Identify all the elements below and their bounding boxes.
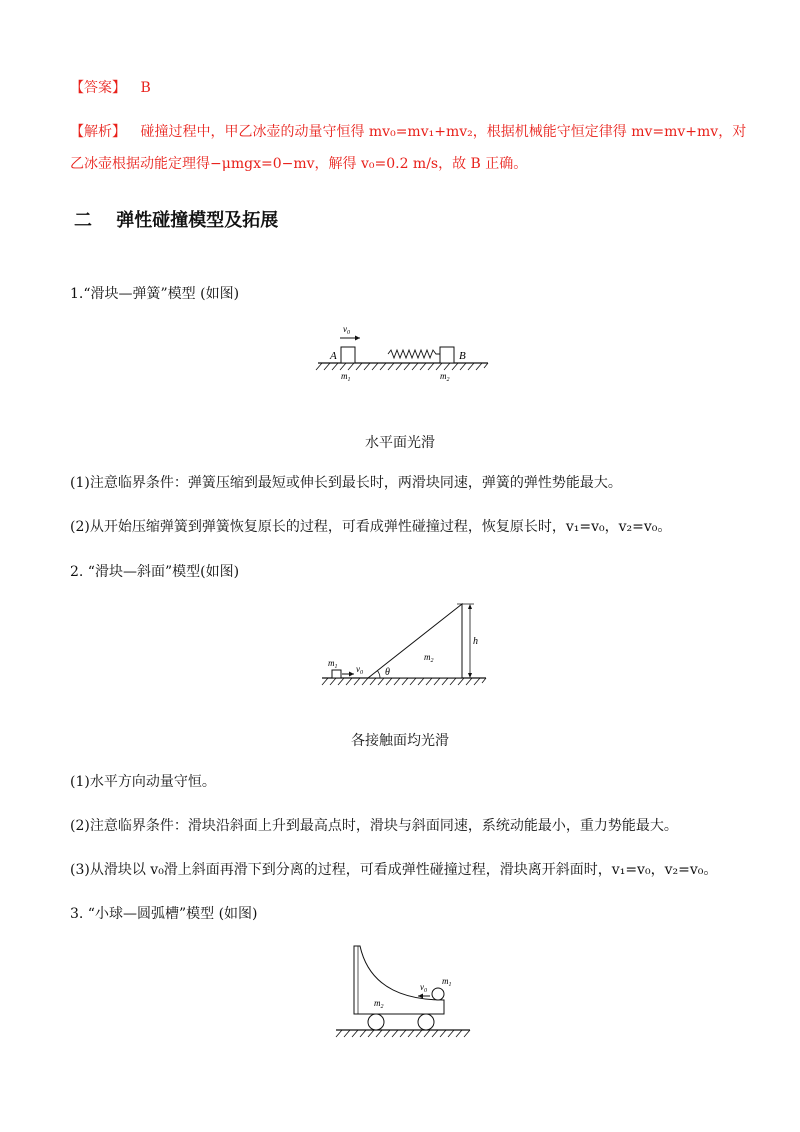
m1-label: $m_1$ [442, 976, 452, 988]
model1-point-2: (2)从开始压缩弹簧到弹簧恢复原长的过程，可看成弹性碰撞过程，恢复原长时，v₁=v₀，v₂=v₀。 [70, 519, 672, 535]
v0-label: $v_0$ [343, 324, 350, 336]
model2-point-2: (2)注意临界条件：滑块沿斜面上升到最高点时，滑块与斜面同速，系统动能最小，重力势能最大。 [70, 818, 678, 834]
analysis-label: 【解析】 [70, 124, 126, 140]
m2-label: $m_2$ [440, 371, 450, 383]
m2-label: $m_2$ [424, 652, 434, 664]
height-arrow-bottom [468, 673, 472, 678]
analysis-text-2: 乙冰壶根据动能定理得−μmgx=0−mv，解得 v₀=0.2 m/s，故 B 正确。 [70, 156, 528, 172]
m1-label: $m_1$ [328, 658, 338, 670]
answer-value: B [140, 80, 151, 96]
wheel-left [368, 1014, 384, 1030]
model2-point-1: (1)水平方向动量守恒。 [70, 774, 216, 790]
analysis-line-1 [70, 122, 746, 142]
v0-label: $v_0$ [356, 664, 363, 676]
m2-label: $m_2$ [374, 998, 384, 1010]
model3-heading: 3. “小球—圆弧槽”模型 (如图) [70, 906, 258, 922]
block-a [341, 347, 355, 363]
slider-incline-figure [320, 596, 490, 696]
section-title: 弹性碰撞模型及拓展 [116, 210, 279, 231]
analysis-text-1: 碰撞过程中，甲乙冰壶的动量守恒得 mv₀=mv₁+mv₂，根据机械能守恒定律得 mv=mv+mv，对 [140, 124, 747, 140]
model2-point-3: (3)从滑块以 v₀滑上斜面再滑下到分离的过程，可看成弹性碰撞过程，滑块离开斜面时，v₁=v₀，v₂=v₀。 [70, 862, 718, 878]
label-b: B [459, 350, 466, 362]
answer-label: 【答案】 [70, 80, 126, 96]
velocity-arrowhead [355, 336, 360, 341]
ground-hatching [336, 1030, 470, 1037]
height-arrow-top [468, 604, 472, 609]
h-label: h [473, 636, 478, 647]
block-b [440, 347, 454, 363]
model2-heading: 2. “滑块—斜面”模型(如图) [70, 564, 240, 580]
ball-arc-groove-figure [332, 938, 474, 1048]
section-number: 二 [74, 210, 92, 231]
incline [368, 604, 462, 678]
v0-label: $v_0$ [420, 982, 427, 994]
spring [388, 350, 440, 358]
m1-label: $m_1$ [341, 371, 351, 383]
model1-caption: 水平面光滑 [365, 435, 435, 451]
ground-hatching [316, 363, 488, 370]
velocity-arrowhead [349, 672, 354, 677]
answer-line [70, 78, 151, 98]
arc-groove [354, 946, 444, 1014]
small-block [332, 670, 341, 678]
model2-caption: 各接触面均光滑 [351, 733, 449, 749]
theta-label: θ [385, 667, 390, 678]
slider-spring-figure [310, 316, 500, 386]
section-heading [74, 206, 278, 232]
model1-point-1: (1)注意临界条件：弹簧压缩到最短或伸长到最长时，两滑块同速，弹簧的弹性势能最大。 [70, 475, 622, 491]
model1-heading: 1.“滑块—弹簧”模型 (如图) [70, 286, 240, 302]
ground-hatching [322, 678, 486, 685]
label-a: A [330, 350, 337, 362]
wheel-right [418, 1014, 434, 1030]
analysis-line-2 [70, 154, 527, 174]
ball [432, 988, 444, 1000]
